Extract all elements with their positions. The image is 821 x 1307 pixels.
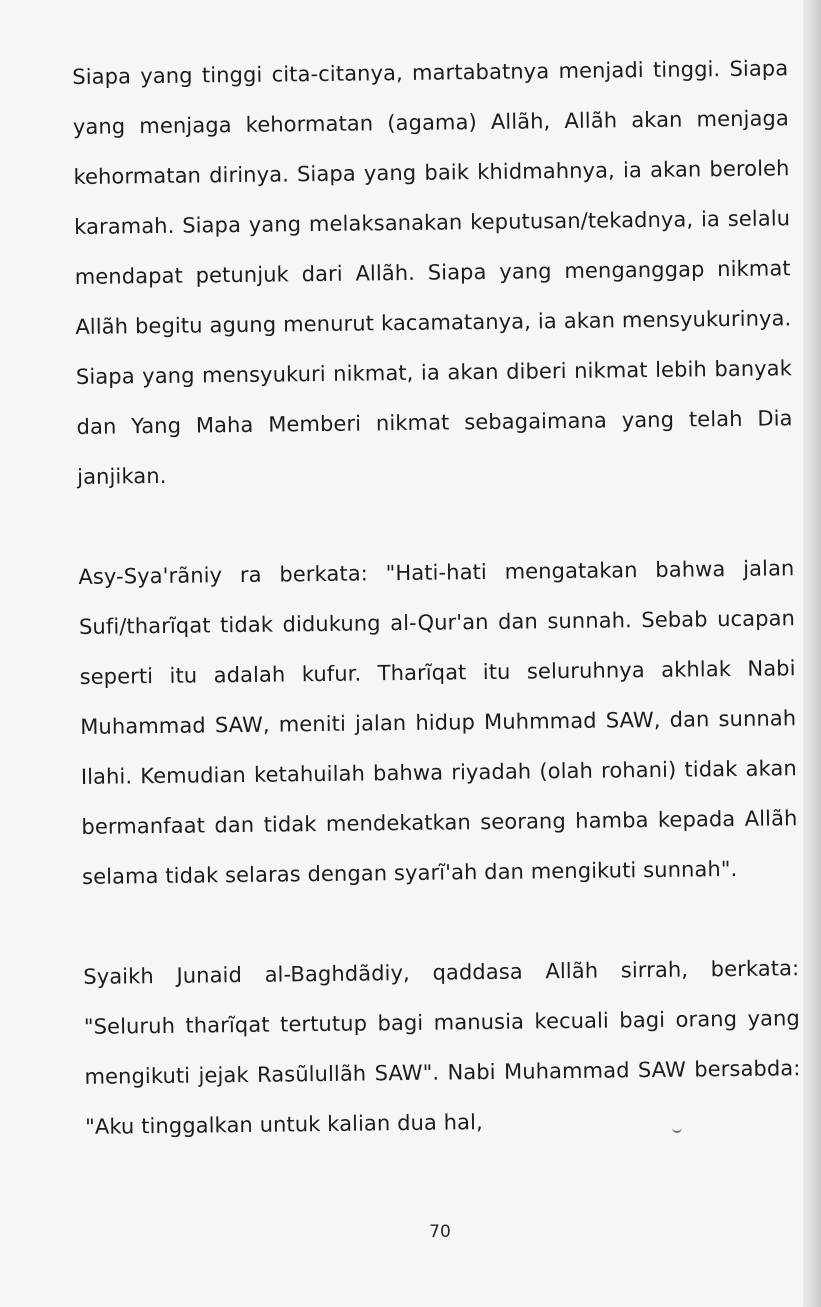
paragraph-1: Siapa yang tinggi cita-citanya, martabatnya menjadi tinggi. Siapa yang menjaga kehormatan (agama) Allãh, Allãh akan menjaga kehormatan dirinya. Siapa yang baik khidmahnya, ia akan beroleh karamah. Siapa yang melaksanakan keputusan/tekadnya, ia selalu mendapat petunjuk dari Allãh. Siapa yang menganggap nikmat Allãh begitu agung menurut kacamatanya, ia akan mensyukurinya. Siapa yang mensyukuri nikmat, ia akan diberi nikmat lebih banyak dan Yang Maha Memberi nikmat sebagaimana yang telah Dia janjikan. xyxy=(72,56,793,489)
page-edge-shadow xyxy=(803,0,821,1307)
page-body xyxy=(72,43,801,1152)
paragraph-3: Syaikh Junaid al-Baghdãdiy, qaddasa Allãh sirrah, berkata: "Seluruh tharĩqat tertutup bagi manusia kecuali bagi orang yang mengikuti jejak Rasũlullãh SAW". Nabi Muhammad SAW bersabda: "Aku tinggalkan untuk kalian dua hal, xyxy=(83,956,801,1139)
page-number: 70 xyxy=(429,1222,451,1242)
paragraph-2: Asy-Sya'rãniy ra berkata: "Hati-hati mengatakan bahwa jalan Sufi/tharĩqat tidak didukung al-Qur'an dan sunnah. Sebab ucapan seperti itu adalah kufur. Tharĩqat itu seluruhnya akhlak Nabi Muhammad SAW, meniti jalan hidup Muhmmad SAW, dan sunnah Ilahi. Kemudian ketahuilah bahwa riyadah (olah rohani) tidak akan bermanfaat dan tidak mendekatkan seorang hamba kepada Allãh selama tidak selaras dengan syarĩ'ah dan mengikuti sunnah". xyxy=(78,556,798,889)
